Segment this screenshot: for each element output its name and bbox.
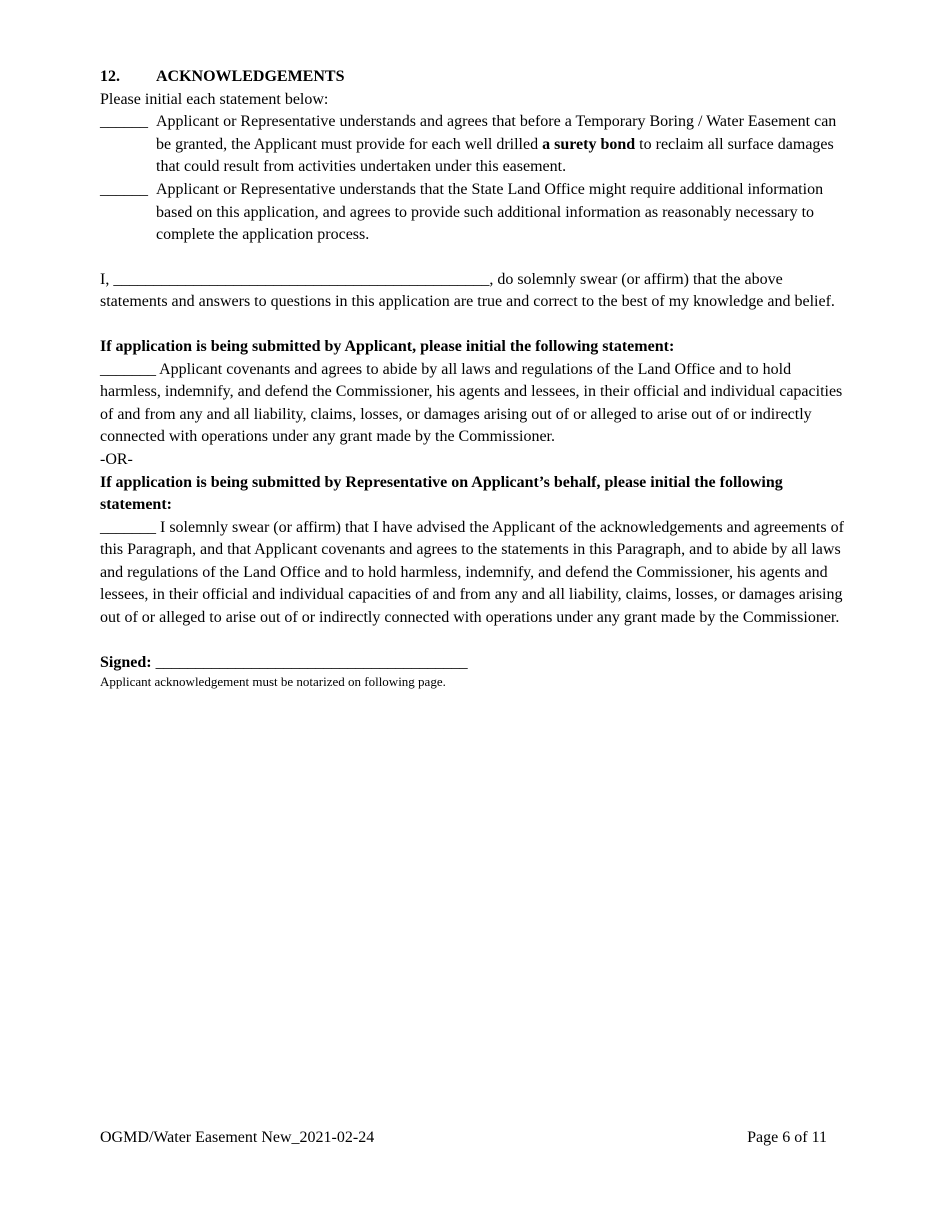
- signature-label: Signed:: [100, 653, 152, 671]
- section-number: 12.: [100, 68, 120, 85]
- section-title: ACKNOWLEDGEMENTS: [156, 68, 345, 85]
- initial-statement-additional-info: [100, 179, 850, 247]
- representative-block-heading: If application is being submitted by Representative on Applicant’s behalf, please initial the following statement:: [100, 473, 783, 514]
- signature-blank[interactable]: _______________________________________: [151, 653, 468, 671]
- document-page: [100, 66, 850, 690]
- applicant-block-heading: If application is being submitted by Applicant, please initial the following statement:: [100, 337, 675, 355]
- initial-blank[interactable]: ______: [100, 113, 148, 131]
- oath-text: , do solemnly swear (or affirm) that the above statements and answers to questions in this application are true and correct to the best of my knowledge and belief.: [100, 270, 835, 311]
- representative-initial-blank[interactable]: _______: [100, 518, 156, 536]
- representative-block-paragraph: [100, 517, 850, 630]
- statement-text: Applicant or Representative understands that the State Land Office might require additional information based on this application, and agrees to provide such additional information as reasonably necessary to complete the application process.: [156, 180, 824, 244]
- applicant-initial-blank[interactable]: _______: [100, 360, 156, 378]
- notarize-note: Applicant acknowledgement must be notarized on following page.: [100, 674, 446, 690]
- statement-text: Applicant or Representative understands and agrees that before a Temporary Boring / Water Easement can be granted, the Applicant must provide for each well drilled: [156, 113, 837, 153]
- section-heading: [100, 66, 850, 89]
- statement-text-end: to reclaim all surface damages that could result from activities undertaken under this easement.: [156, 135, 834, 176]
- initial-blank[interactable]: ______: [100, 180, 148, 198]
- initial-statement-surety: [100, 111, 850, 179]
- footer-page-number: Page 6 of 11: [747, 1129, 827, 1146]
- page-footer: [100, 1127, 827, 1150]
- oath-paragraph: [100, 269, 850, 314]
- section-intro: Please initial each statement below:: [100, 90, 329, 108]
- statement-bold-text: a surety bond: [542, 135, 636, 153]
- or-separator: -OR-: [100, 450, 133, 468]
- footer-document-id: OGMD/Water Easement New_2021-02-24: [100, 1129, 375, 1146]
- signature-line: [100, 652, 850, 675]
- representative-block-text: I solemnly swear (or affirm) that I have advised the Applicant of the acknowledgements and agreements of this Paragraph, and that Applicant covenants and agrees to the statements in this Paragraph, and to abide by all laws and regulations of the Land Office and to hold harmless, indemnify, and defend the Commissioner, his agents and lessees, in their official and individual capacities of and from any and all liability, claims, losses, or damages arising out of or alleged to arise out of or indirectly connected with operations under any grant made by the Commissioner.: [100, 518, 844, 627]
- oath-prefix: I,: [100, 270, 114, 288]
- applicant-block-paragraph: [100, 359, 850, 449]
- applicant-block-text: Applicant covenants and agrees to abide by all laws and regulations of the Land Office and to hold harmless, indemnify, and defend the Commissioner, his agents and lessees, in their official and individual capacities of and from any and all liability, claims, losses, or damages arising out of or alleged to arise out of or indirectly connected with operations under any grant made by the Commissioner.: [100, 360, 843, 446]
- oath-name-blank[interactable]: _______________________________________________: [113, 270, 490, 288]
